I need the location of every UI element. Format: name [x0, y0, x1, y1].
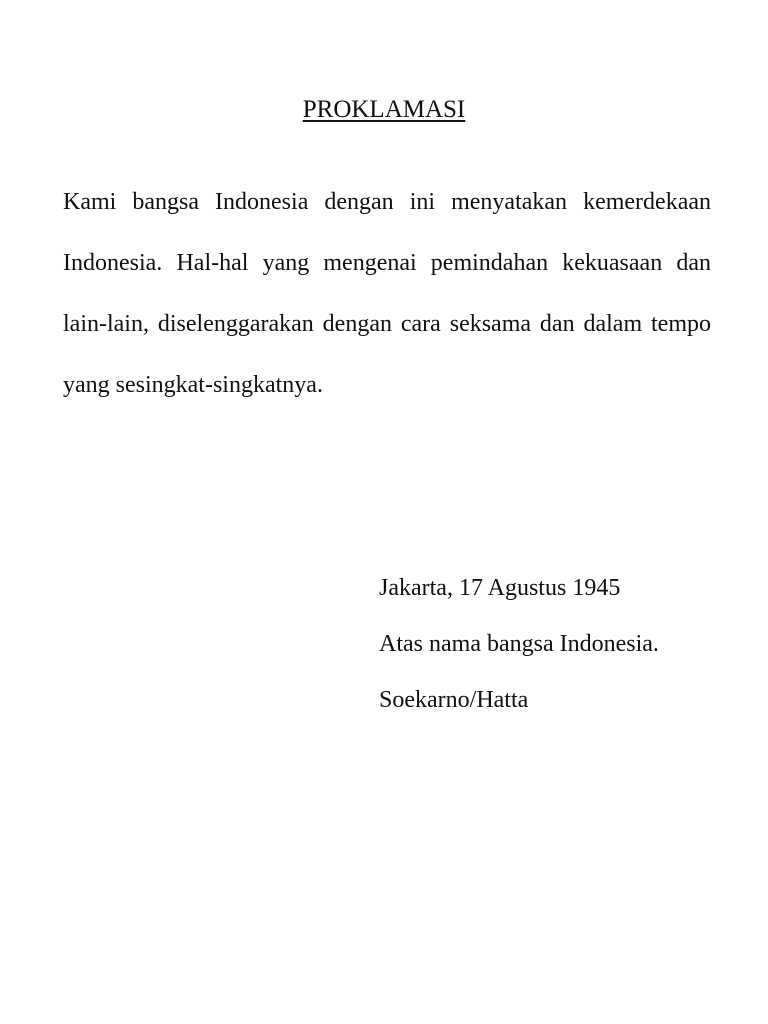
signatories: Soekarno/Hatta — [379, 687, 529, 713]
proclamation-text: Kami bangsa Indonesia dengan ini menyatakan kemerdekaan Indonesia. Hal-hal yang mengenai pemindahan kekuasaan dan lain-lain, diselenggarakan dengan cara seksama dan dalam tempo yang sesingkat-singkatnya. — [63, 189, 711, 398]
place-date: Jakarta, 17 Agustus 1945 — [379, 575, 621, 601]
document-title: PROKLAMASI — [302, 96, 466, 123]
document-title-block — [0, 92, 768, 128]
signature-block — [379, 560, 739, 728]
on-behalf-line: Atas nama bangsa Indonesia. — [379, 631, 659, 657]
